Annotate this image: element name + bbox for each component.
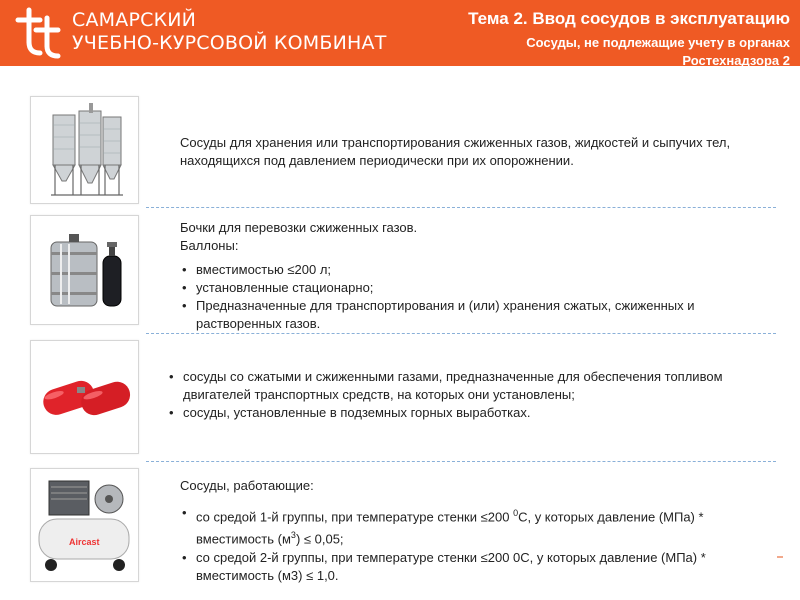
- page-subtitle: Сосуды, не подлежащие учету в органах Ростехнадзора 2: [526, 35, 790, 68]
- list-item: [180, 504, 770, 549]
- organization-name: [72, 9, 387, 55]
- bullet-1-part-b: С, у которых давление (МПа) * вместимость (м: [196, 509, 704, 547]
- section-4-text: [180, 477, 770, 585]
- header-title-block: [460, 8, 790, 70]
- section-4-bullet-list: [180, 504, 770, 585]
- list-item: • вместимостью ≤200 л;: [180, 261, 770, 279]
- divider-1: [146, 207, 776, 208]
- bullet-1-superscript: 0: [513, 508, 519, 518]
- section-2-text: [180, 219, 770, 333]
- page-title: Тема 2. Ввод сосудов в эксплуатацию: [468, 9, 790, 28]
- header-bar: [0, 0, 800, 66]
- section-1-text: [180, 134, 765, 170]
- section-2-line-1: Бочки для перевозки сжиженных газов.: [180, 220, 418, 235]
- svg-text:Aircast: Aircast: [69, 537, 100, 547]
- org-line-1: САМАРСКИЙ: [72, 9, 197, 31]
- list-item: • Предназначенные для транспортирования и (или) хранения сжатых, сжиженных и растворенных газов.: [180, 297, 770, 333]
- section-1-paragraph: Сосуды для хранения или транспортирования сжиженных газов, жидкостей и сыпучих тел, находящихся под давлением периодически при их опорожнении.: [180, 135, 731, 168]
- list-item: • сосуды, установленные в подземных горных выработках.: [167, 404, 767, 422]
- red-gas-cylinders-image: [30, 340, 139, 454]
- company-logo-icon: [14, 6, 62, 60]
- divider-2: [146, 333, 776, 334]
- silo-tanks-image: [30, 96, 139, 204]
- decorative-dash: [777, 556, 783, 558]
- bullet-1-part-a: со средой 1-й группы, при температуре стенки ≤200: [196, 509, 514, 525]
- list-item: • сосуды со сжатыми и сжиженными газами, предназначенные для обеспечения топливом двигателей транспортных средств, на которых они установлены;: [167, 368, 767, 404]
- air-compressor-image: [30, 468, 139, 582]
- section-4-lead: Сосуды, работающие:: [180, 478, 314, 493]
- org-line-2: УЧЕБНО-КУРСОВОЙ КОМБИНАТ: [72, 32, 387, 54]
- section-2-bullet-list: [180, 261, 770, 333]
- bullet-1-superscript-2: 3: [290, 530, 296, 541]
- divider-3: [146, 461, 776, 462]
- section-2-line-2: Баллоны:: [180, 238, 239, 253]
- list-item: • со средой 2-й группы, при температуре стенки ≤200 0С, у которых давление (МПа) * вместимость (м3) ≤ 1,0.: [180, 549, 770, 585]
- list-item: • установленные стационарно;: [180, 279, 770, 297]
- section-3-bullet-list: [167, 368, 767, 422]
- keg-and-gas-cylinder-image: [30, 215, 139, 325]
- bullet-1-part-c: ) ≤ 0,05;: [295, 531, 344, 547]
- section-3-text: [167, 368, 767, 422]
